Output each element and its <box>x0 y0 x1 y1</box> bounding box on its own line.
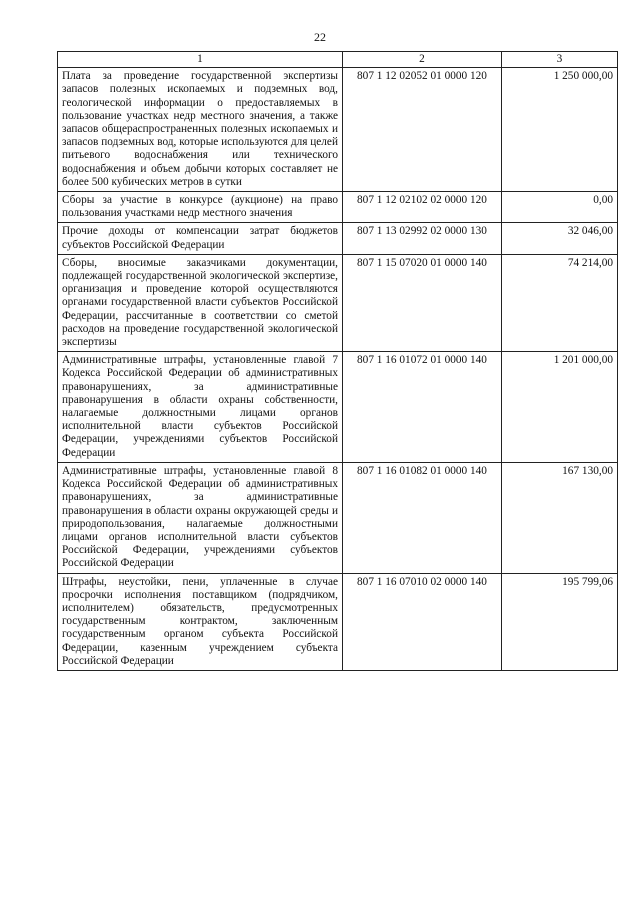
column-header-1: 1 <box>58 52 343 68</box>
column-header-3: 3 <box>502 52 618 68</box>
budget-classification-code: 807 1 16 01072 01 0000 140 <box>343 352 502 463</box>
revenue-description: Административные штрафы, установленные главой 8 Кодекса Российской Федерации об административных правонарушениях, за административные правонарушения в области охраны окружающей среды и природопользования, налагаемые должностными лицами органов исполнительной власти субъектов Российской Федерации, учреждениями субъектов Российской Федерации <box>58 462 343 573</box>
table-row <box>58 352 618 463</box>
table-row <box>58 223 618 254</box>
table-row <box>58 462 618 573</box>
revenue-amount: 0,00 <box>502 192 618 223</box>
table-row <box>58 192 618 223</box>
budget-classification-code: 807 1 15 07020 01 0000 140 <box>343 254 502 351</box>
revenue-description: Прочие доходы от компенсации затрат бюджетов субъектов Российской Федерации <box>58 223 343 254</box>
column-header-2: 2 <box>343 52 502 68</box>
revenue-amount: 167 130,00 <box>502 462 618 573</box>
revenue-amount: 74 214,00 <box>502 254 618 351</box>
revenue-description: Административные штрафы, установленные главой 7 Кодекса Российской Федерации об административных правонарушениях, за административные правонарушения в области охраны собственности, налагаемые должностными лицами органов исполнительной власти субъектов Российской Федерации, учреждениями субъектов Российской Федерации <box>58 352 343 463</box>
revenue-table <box>57 51 618 671</box>
table-header-row <box>58 52 618 68</box>
revenue-amount: 32 046,00 <box>502 223 618 254</box>
revenue-amount: 1 250 000,00 <box>502 68 618 192</box>
table-row <box>58 573 618 670</box>
revenue-description: Сборы за участие в конкурсе (аукционе) на право пользования участками недр местного значения <box>58 192 343 223</box>
budget-classification-code: 807 1 16 01082 01 0000 140 <box>343 462 502 573</box>
page-number: 22 <box>314 30 326 44</box>
table-row <box>58 254 618 351</box>
table-row <box>58 68 618 192</box>
budget-classification-code: 807 1 13 02992 02 0000 130 <box>343 223 502 254</box>
revenue-amount: 195 799,06 <box>502 573 618 670</box>
revenue-description: Сборы, вносимые заказчиками документации, подлежащей государственной экологической экспертизе, организация и проведение которой осуществляются органами государственной власти субъектов Российской Федерации, рассчитанные в соответствии со сметой расходов на проведение государственной экологической экспертизы <box>58 254 343 351</box>
revenue-description: Штрафы, неустойки, пени, уплаченные в случае просрочки исполнения поставщиком (подрядчиком, исполнителем) обязательств, предусмотренных государственным контрактом, заключенным государственным органом субъекта Российской Федерации, казенным учреждением субъекта Российской Федерации <box>58 573 343 670</box>
budget-classification-code: 807 1 12 02052 01 0000 120 <box>343 68 502 192</box>
revenue-amount: 1 201 000,00 <box>502 352 618 463</box>
revenue-description: Плата за проведение государственной экспертизы запасов полезных ископаемых и подземных вод, геологической информации о предоставляемых в пользование участках недр местного значения, а также запасов общераспространенных полезных ископаемых и запасов подземных вод, которые используются для целей питьевого водоснабжения или технического водоснабжения и объем добычи которых составляет не более 500 кубических метров в сутки <box>58 68 343 192</box>
budget-classification-code: 807 1 16 07010 02 0000 140 <box>343 573 502 670</box>
budget-classification-code: 807 1 12 02102 02 0000 120 <box>343 192 502 223</box>
